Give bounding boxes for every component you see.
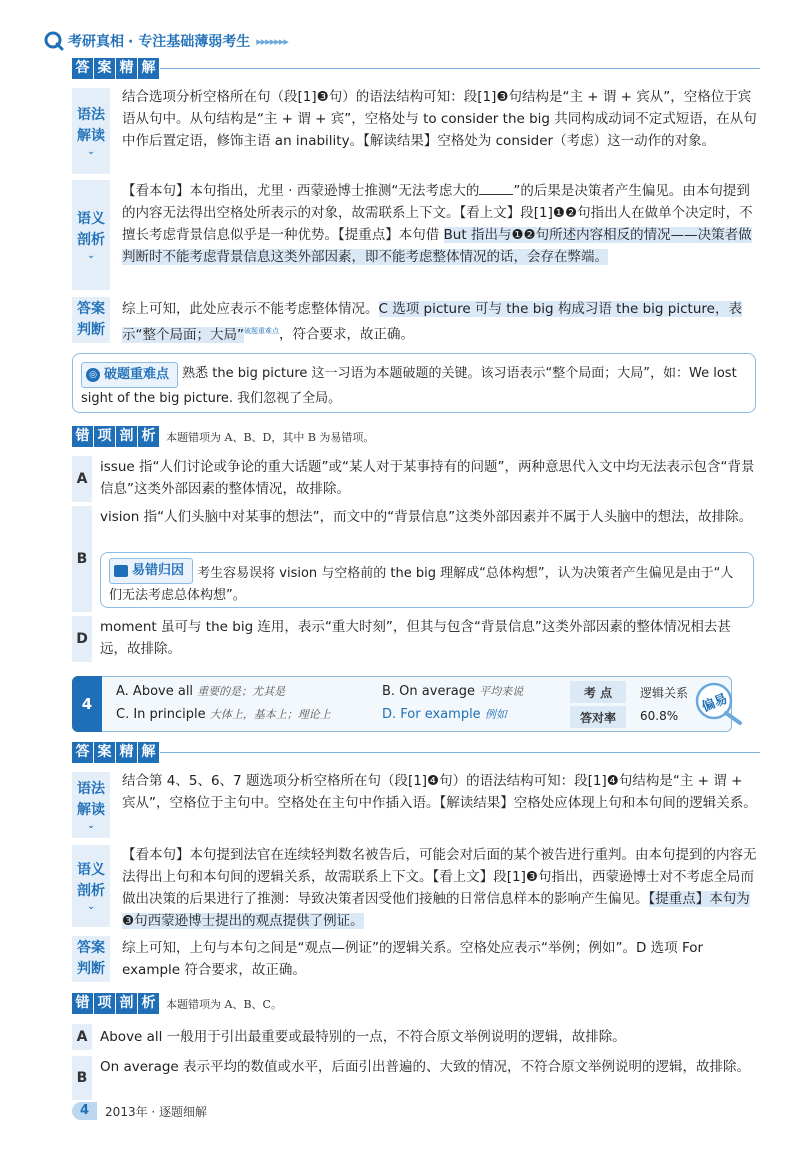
brand-name: 考研真相 xyxy=(68,34,124,50)
option-letter-a-2: A xyxy=(72,1024,92,1050)
brand-tagline: · 专注基础薄弱考生 xyxy=(128,34,251,50)
error-cause-badge: 易错归因 xyxy=(109,558,193,584)
section-tag-error-analysis: 错 项 剖 析 本题错项为 A、B、D，其中 B 为易错项。 xyxy=(72,426,374,447)
stat-label-point: 考 点 xyxy=(570,681,626,703)
target-icon: ◎ xyxy=(86,368,100,382)
option-b-text-2: On average 表示平均的数值或水平，后面引出普遍的、大致的情况，不符合原文举例说明的逻辑，故排除。 xyxy=(100,1059,751,1075)
page-footer xyxy=(72,1102,207,1120)
section-tag-answer-analysis: 答 案 精 解 xyxy=(72,58,760,79)
answer-label-2: 答案 判断 xyxy=(72,936,110,982)
option-letter-a: A xyxy=(72,456,92,502)
option-b-text: vision 指“人们头脑中对某事的想法”，而文中的“背景信息”这类外部因素并不属于人头脑中的想法，故排除。 xyxy=(100,509,753,525)
difficulty-text: 偏易 xyxy=(699,691,730,715)
key-point-badge: ◎ 破题重难点 xyxy=(81,362,178,388)
grammar-label-2: 语法 解读 ⌄ xyxy=(72,772,110,838)
section-tag-error-analysis-2: 错 项 剖 析 本题错项为 A、B、C。 xyxy=(72,993,282,1014)
question-number: 4 xyxy=(72,676,102,732)
option-d-text: moment 虽可与 the big 连用，表示“重大时刻”，但其与包含“背景信息”这类外部因素的整体情况相去甚远，故排除。 xyxy=(100,619,731,657)
option-a: A. Above all 重要的是；尤其是 xyxy=(116,684,286,699)
option-b: B. On average 平均来说 xyxy=(382,684,524,699)
answer-text: 综上可知，此处应表示不能考虑整体情况。C 选项 picture 可与 the big 构成习语 the big picture，表示“整个局面；大局”$^{破题重难点}$，符合要求，故正确。 xyxy=(122,301,742,343)
semantic-text-2: 【看本句】本句提到法官在连续轻判数名被告后，可能会对后面的某个被告进行重判。由本句提到的内容无法得出上句和本句间的逻辑关系，故需联系上下文。【看上文】段[1]❸句指出，西蒙逊博士对不考虑全局而做出决策的后果进行了推测：导致决策者因受他们接触的日常信息样本的影响产生偏见。【提重点】本句为❸句西蒙逊博士提出的观点提供了例证。 xyxy=(122,847,757,929)
stat-value-point: 逻辑关系 xyxy=(640,686,689,700)
chevron-down-icon: ⌄ xyxy=(87,251,95,261)
page-number: 4 xyxy=(72,1102,97,1120)
option-c: C. In principle 大体上，基本上；理论上 xyxy=(116,707,331,722)
answer-label: 答案 判断 xyxy=(72,297,110,343)
option-a-text-2: Above all 一般用于引出最重要或最特别的一点，不符合原文举例说明的逻辑，故排除。 xyxy=(100,1029,626,1045)
grammar-text: 结合选项分析空格所在句（段[1]❸句）的语法结构可知：段[1]❸句结构是“主 + 谓 + 宾从”，空格位于宾语从句中。从句结构是“主 + 谓 + 宾”，空格处与 to consider the big 共同构成动词不定式短语，在从句中作后置定语，修饰主语 an inability。【解读结果】空格处为 consider（考虑）这一动作的对象。 xyxy=(122,89,757,149)
answer-text-2: 综上可知，上句与本句之间是“观点—例证”的逻辑关系。空格处应表示“举例；例如”。D 选项 For example 符合要求，故正确。 xyxy=(122,940,704,978)
option-letter-b: B xyxy=(72,506,92,612)
chevron-down-icon: ⌄ xyxy=(87,821,95,831)
difficulty-badge xyxy=(690,681,748,725)
book-icon xyxy=(114,565,128,577)
stat-label-rate: 答对率 xyxy=(570,706,626,728)
semantic-label: 语义 剖析 ⌄ xyxy=(72,180,110,290)
key-point-callout: ◎ 破题重难点 熟悉 the big picture 这一习语为本题破题的关键。该习语表示“整个局面；大局”，如：We lost sight of the big picture. 我们忽视了全局。 xyxy=(72,353,756,413)
footer-title: 2013年 · 逐题细解 xyxy=(105,1104,208,1119)
chevron-down-icon: ⌄ xyxy=(87,902,95,912)
blank-line xyxy=(479,181,513,195)
option-a-text: issue 指“人们讨论或争论的重大话题”或“某人对于某事持有的问题”，两种意思代入文中均无法表示包含“背景信息”这类外部因素的整体情况，故排除。 xyxy=(100,459,755,497)
option-letter-b-2: B xyxy=(72,1056,92,1100)
option-letter-d: D xyxy=(72,616,92,662)
arrows-decoration: ▸▸▸▸▸▸▸ xyxy=(256,34,288,48)
grammar-label: 语法 解读 ⌄ xyxy=(72,88,110,174)
stat-value-rate: 60.8% xyxy=(640,709,679,723)
semantic-text: 【看本句】本句指出，尤里 · 西蒙逊博士推测“无法考虑大的 ”的后果是决策者产生偏见。由本句提到的内容无法得出空格处所表示的对象，故需联系上下文。【看上文】段[1]❶❷句指出人在做单个决定时，不擅长考虑背景信息似乎是一种优势。【提重点】本句借 But 指出与❶❷句所述内容相反的情况——决策者做判断时不能考虑背景信息这类外部因素，即不能考虑整体情况的话，会存在弊端。 xyxy=(122,183,753,265)
page-header xyxy=(44,30,288,52)
error-cause-callout: 易错归因 考生容易误将 vision 与空格前的 the big 理解成“总体构想”，认为决策者产生偏见是由于“人们无法考虑总体构想”。 xyxy=(100,552,754,608)
section-tag-answer-analysis-2: 答 案 精 解 xyxy=(72,742,760,763)
option-d-correct: D. For example 例如 xyxy=(382,707,507,722)
magnifier-q-icon xyxy=(44,31,64,51)
grammar-text-2: 结合第 4、5、6、7 题选项分析空格所在句（段[1]❹句）的语法结构可知：段[1]❹句结构是“主 + 谓 + 宾从”，空格位于主句中。空格处在主句中作插入语。【解读结果】空格处应体现上句和本句间的逻辑关系。 xyxy=(122,773,757,811)
semantic-label-2: 语义 剖析 ⌄ xyxy=(72,845,110,927)
chevron-down-icon: ⌄ xyxy=(87,147,95,157)
